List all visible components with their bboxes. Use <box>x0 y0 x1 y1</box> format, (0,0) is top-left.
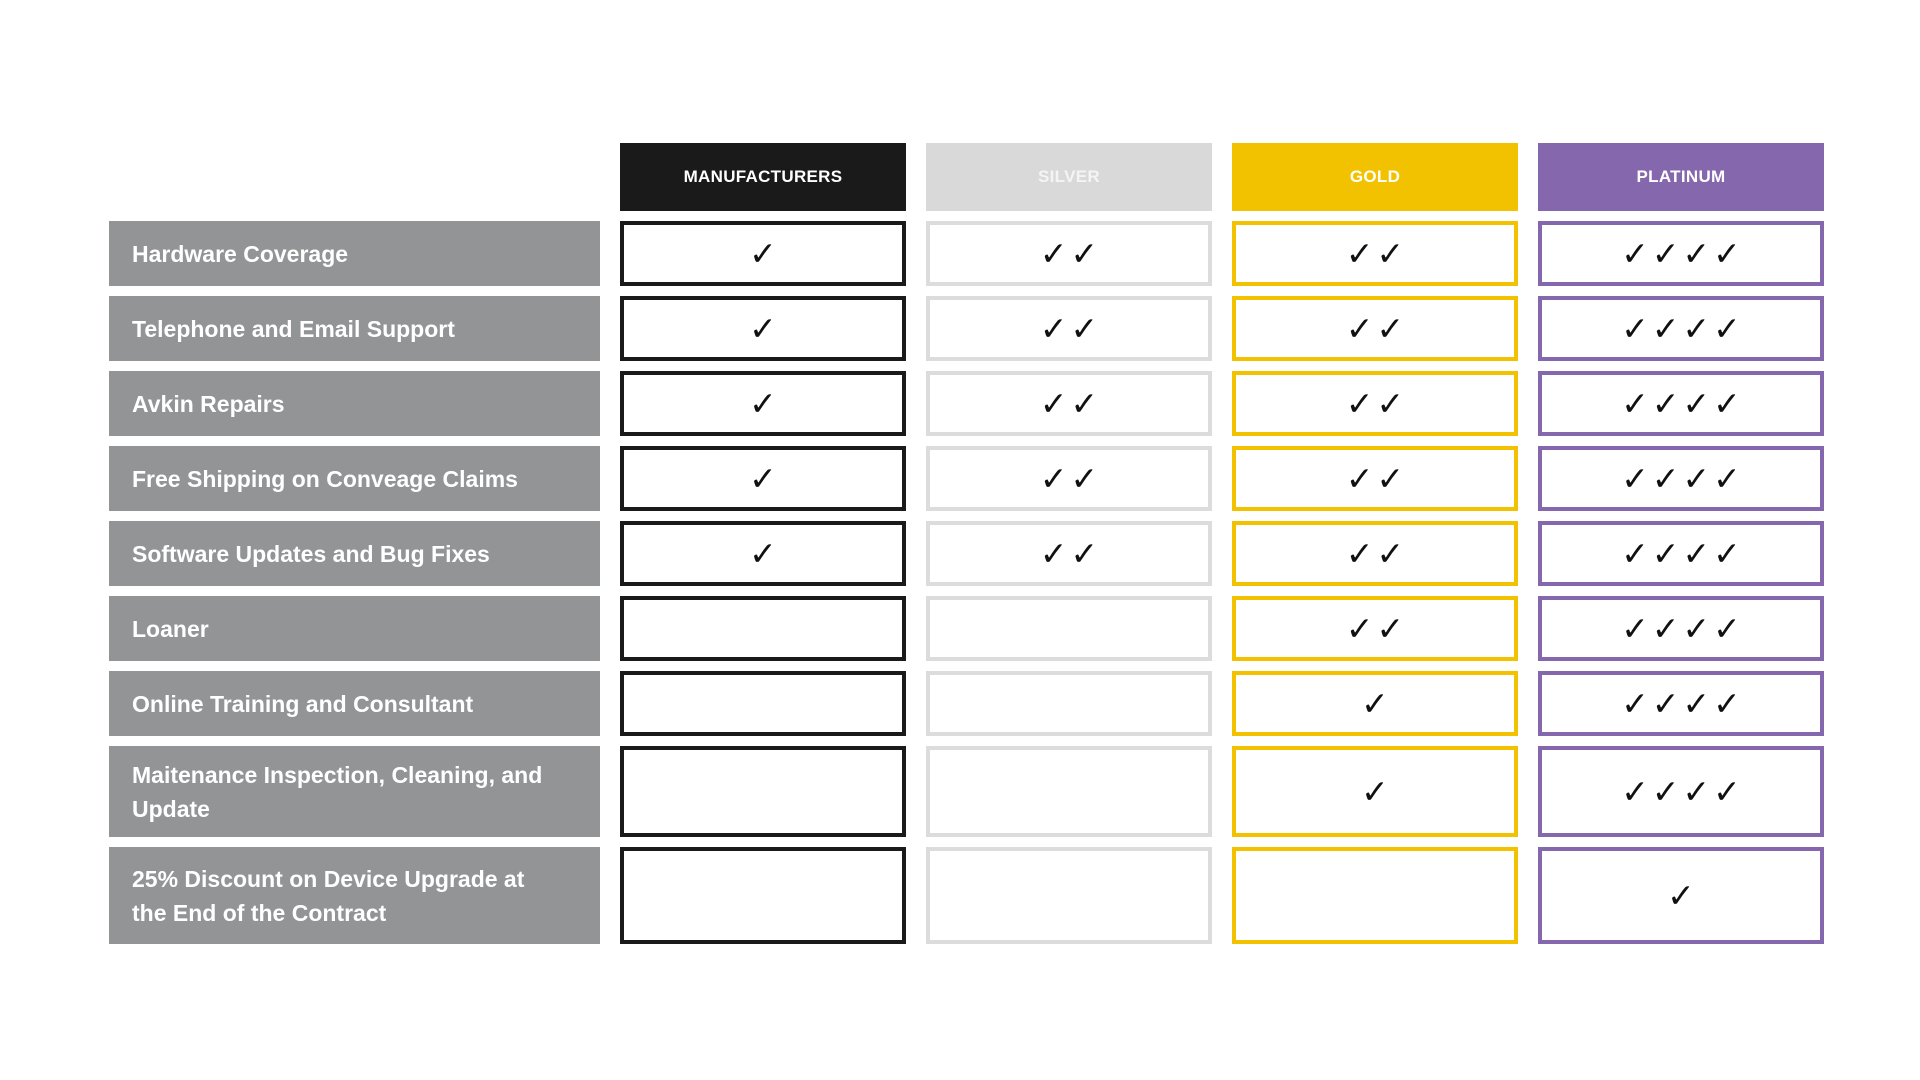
checkmark-group <box>1039 234 1099 273</box>
checkmark-icon: ✓ <box>1651 234 1680 273</box>
checkmark-icon: ✓ <box>1361 772 1389 811</box>
checkmark-icon: ✓ <box>1621 384 1649 423</box>
checkmark-group <box>1039 534 1099 573</box>
tier-cell <box>1232 847 1518 944</box>
tier-cell <box>1232 671 1518 736</box>
checkmark-icon: ✓ <box>1713 384 1741 423</box>
checkmark-icon: ✓ <box>1682 459 1711 498</box>
tier-cell <box>926 671 1212 736</box>
checkmark-icon: ✓ <box>1682 384 1711 423</box>
checkmark-icon: ✓ <box>749 384 777 423</box>
checkmark-icon: ✓ <box>1039 459 1068 498</box>
tier-cell <box>926 847 1212 944</box>
column-header-platinum: PLATINUM <box>1538 143 1824 211</box>
checkmark-icon: ✓ <box>1713 609 1741 648</box>
tier-cell <box>1538 746 1824 837</box>
checkmark-group <box>1345 384 1405 423</box>
tier-cell <box>1538 521 1824 586</box>
checkmark-group <box>1667 876 1695 915</box>
checkmark-group <box>1039 309 1099 348</box>
checkmark-icon: ✓ <box>1651 534 1680 573</box>
checkmark-icon: ✓ <box>1621 234 1649 273</box>
checkmark-group <box>1345 609 1405 648</box>
checkmark-icon: ✓ <box>749 309 777 348</box>
checkmark-icon: ✓ <box>1361 684 1389 723</box>
checkmark-icon: ✓ <box>1070 534 1099 573</box>
checkmark-icon: ✓ <box>1376 534 1405 573</box>
checkmark-icon: ✓ <box>749 234 777 273</box>
checkmark-icon: ✓ <box>1682 534 1711 573</box>
checkmark-group <box>1621 309 1741 348</box>
checkmark-icon: ✓ <box>1713 309 1741 348</box>
checkmark-group <box>1621 234 1741 273</box>
checkmark-group <box>749 309 777 348</box>
row-label: Telephone and Email Support <box>109 296 600 361</box>
tier-cell <box>620 371 906 436</box>
tier-cell <box>1232 521 1518 586</box>
checkmark-icon: ✓ <box>1070 384 1099 423</box>
checkmark-icon: ✓ <box>1070 309 1099 348</box>
checkmark-group <box>1039 384 1099 423</box>
table-corner <box>109 143 600 211</box>
checkmark-icon: ✓ <box>1070 234 1099 273</box>
checkmark-group <box>1039 459 1099 498</box>
tier-cell <box>926 746 1212 837</box>
tier-cell <box>926 446 1212 511</box>
comparison-table <box>109 143 1824 944</box>
tier-cell <box>1232 371 1518 436</box>
tier-cell <box>926 521 1212 586</box>
checkmark-icon: ✓ <box>1713 234 1741 273</box>
tier-cell <box>1538 446 1824 511</box>
tier-cell <box>1232 221 1518 286</box>
tier-cell <box>926 596 1212 661</box>
checkmark-icon: ✓ <box>1682 234 1711 273</box>
checkmark-group <box>1361 684 1389 723</box>
tier-cell <box>1232 446 1518 511</box>
checkmark-icon: ✓ <box>1345 234 1374 273</box>
checkmark-icon: ✓ <box>1039 534 1068 573</box>
checkmark-icon: ✓ <box>1682 309 1711 348</box>
checkmark-icon: ✓ <box>1070 459 1099 498</box>
checkmark-group <box>1621 384 1741 423</box>
row-label: Free Shipping on Conveage Claims <box>109 446 600 511</box>
checkmark-group <box>1621 459 1741 498</box>
checkmark-icon: ✓ <box>1651 309 1680 348</box>
checkmark-group <box>749 384 777 423</box>
tier-cell <box>1538 671 1824 736</box>
checkmark-icon: ✓ <box>1376 234 1405 273</box>
row-label: 25% Discount on Device Upgrade at the End of the Contract <box>109 847 600 944</box>
column-header-manufacturers: MANUFACTURERS <box>620 143 906 211</box>
row-label: Loaner <box>109 596 600 661</box>
tier-cell <box>620 746 906 837</box>
checkmark-group <box>1621 772 1741 811</box>
checkmark-icon: ✓ <box>1345 534 1374 573</box>
checkmark-icon: ✓ <box>749 534 777 573</box>
tier-cell <box>1538 596 1824 661</box>
checkmark-icon: ✓ <box>1621 459 1649 498</box>
row-label: Hardware Coverage <box>109 221 600 286</box>
tier-cell <box>1538 371 1824 436</box>
tier-cell <box>620 221 906 286</box>
checkmark-icon: ✓ <box>1713 534 1741 573</box>
checkmark-icon: ✓ <box>1682 609 1711 648</box>
checkmark-icon: ✓ <box>1376 384 1405 423</box>
tier-cell <box>620 847 906 944</box>
checkmark-group <box>1345 534 1405 573</box>
column-header-silver: SILVER <box>926 143 1212 211</box>
row-label: Avkin Repairs <box>109 371 600 436</box>
checkmark-icon: ✓ <box>1039 384 1068 423</box>
checkmark-icon: ✓ <box>1621 609 1649 648</box>
checkmark-icon: ✓ <box>1713 772 1741 811</box>
checkmark-icon: ✓ <box>1682 772 1711 811</box>
row-label: Maitenance Inspection, Cleaning, and Update <box>109 746 600 837</box>
tier-cell <box>620 521 906 586</box>
checkmark-icon: ✓ <box>1713 684 1741 723</box>
checkmark-icon: ✓ <box>1376 309 1405 348</box>
checkmark-group <box>1621 609 1741 648</box>
checkmark-icon: ✓ <box>1376 609 1405 648</box>
checkmark-icon: ✓ <box>1039 234 1068 273</box>
checkmark-icon: ✓ <box>1651 459 1680 498</box>
checkmark-group <box>1621 684 1741 723</box>
checkmark-icon: ✓ <box>1651 609 1680 648</box>
column-header-gold: GOLD <box>1232 143 1518 211</box>
checkmark-icon: ✓ <box>749 459 777 498</box>
tier-cell <box>1232 296 1518 361</box>
checkmark-icon: ✓ <box>1345 384 1374 423</box>
checkmark-icon: ✓ <box>1345 459 1374 498</box>
checkmark-icon: ✓ <box>1621 772 1649 811</box>
checkmark-group <box>1345 234 1405 273</box>
tier-cell <box>1232 746 1518 837</box>
row-label: Software Updates and Bug Fixes <box>109 521 600 586</box>
tier-cell <box>620 671 906 736</box>
checkmark-group <box>1345 459 1405 498</box>
tier-cell <box>1538 296 1824 361</box>
checkmark-group <box>1361 772 1389 811</box>
checkmark-icon: ✓ <box>1667 876 1695 915</box>
checkmark-icon: ✓ <box>1682 684 1711 723</box>
tier-cell <box>1232 596 1518 661</box>
checkmark-icon: ✓ <box>1621 684 1649 723</box>
tier-cell <box>926 221 1212 286</box>
checkmark-group <box>1621 534 1741 573</box>
checkmark-group <box>749 234 777 273</box>
checkmark-group <box>749 534 777 573</box>
tier-cell <box>620 596 906 661</box>
checkmark-icon: ✓ <box>1651 684 1680 723</box>
checkmark-icon: ✓ <box>1651 384 1680 423</box>
checkmark-icon: ✓ <box>1651 772 1680 811</box>
checkmark-group <box>1345 309 1405 348</box>
tier-cell <box>620 446 906 511</box>
checkmark-icon: ✓ <box>1039 309 1068 348</box>
tier-cell <box>1538 221 1824 286</box>
checkmark-icon: ✓ <box>1345 609 1374 648</box>
tier-cell <box>620 296 906 361</box>
checkmark-icon: ✓ <box>1713 459 1741 498</box>
tier-cell <box>1538 847 1824 944</box>
row-label: Online Training and Consultant <box>109 671 600 736</box>
checkmark-icon: ✓ <box>1621 309 1649 348</box>
tier-cell <box>926 371 1212 436</box>
tier-cell <box>926 296 1212 361</box>
checkmark-icon: ✓ <box>1621 534 1649 573</box>
checkmark-group <box>749 459 777 498</box>
checkmark-icon: ✓ <box>1345 309 1374 348</box>
checkmark-icon: ✓ <box>1376 459 1405 498</box>
